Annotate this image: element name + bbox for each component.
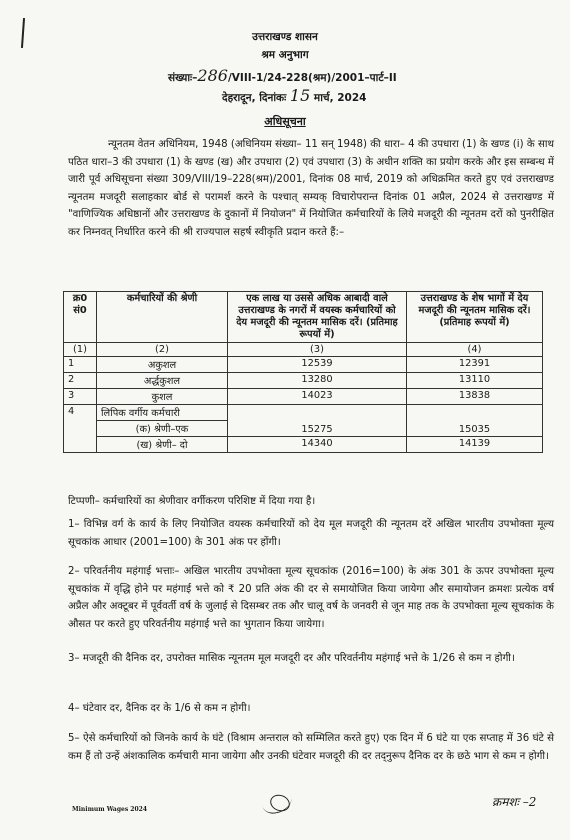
table-row	[64, 405, 543, 421]
row-category: अर्द्धकुशल	[97, 373, 228, 389]
row-urban-rate: 14340	[228, 437, 407, 453]
col-number: (3)	[228, 343, 407, 357]
row-subcategory: (क) श्रेणी–एक	[97, 421, 228, 437]
reference-handwritten-number: 286	[197, 66, 228, 85]
row-rest-rate: 13110	[407, 373, 543, 389]
header-category: कर्मचारियों की श्रेणी	[97, 292, 228, 343]
row-urban-rate: 12539	[228, 357, 407, 373]
col-number: (4)	[407, 343, 543, 357]
row-serial: 4	[64, 405, 97, 453]
row-urban-rate: 15275	[228, 405, 407, 437]
reference-suffix: /VIII-1/24-228(श्रम)/2001–पार्ट–II	[227, 72, 397, 84]
wage-table	[63, 291, 543, 453]
government-heading: उत्तराखण्ड शासन	[252, 31, 318, 43]
table-row	[64, 437, 543, 453]
place-date	[222, 86, 366, 105]
footer-label: Minimum Wages 2024	[72, 806, 147, 813]
table-row	[64, 357, 543, 373]
continued-note: क्रमशः –2	[492, 795, 537, 809]
table-row	[64, 389, 543, 405]
col-number: (2)	[97, 343, 228, 357]
row-rest-rate: 14139	[407, 437, 543, 453]
row-rest-rate: 12391	[407, 357, 543, 373]
table-header-row	[64, 292, 543, 343]
header-rest-rate: उत्तराखण्ड के शेष भागों में देय मजदूरी की न्यूनतम मासिक दरें। (प्रतिमाह रूपयों में)	[407, 292, 543, 343]
table-note: टिप्पणी– कर्मचारियों का श्रेणीवार वर्गीकरण परिशिष्ट में दिया गया है।	[68, 496, 316, 507]
row-rest-rate: 13838	[407, 389, 543, 405]
row-category: लिपिक वर्गीय कर्मचारी	[97, 405, 228, 421]
row-serial: 2	[64, 373, 97, 389]
row-category: अकुशल	[97, 357, 228, 373]
row-serial: 1	[64, 357, 97, 373]
department-heading: श्रम अनुभाग	[261, 49, 309, 61]
col-number: (1)	[64, 343, 97, 357]
place-date-prefix: देहरादून, दिनांकः	[222, 92, 287, 104]
intro-paragraph: न्यूनतम वेतन अधिनियम, 1948 (अधिनियम संख्या– 11 सन् 1948) की धारा– 4 की उपधारा (1) के खण्ड (i) के साथ पठित धारा–3 की उपधारा (1) के खण्ड (ख) और उपधारा (2) एवं उपधारा (3) के अधीन शक्ति का प्रयोग करके और इस सम्बन्ध में जारी पूर्व अधिसूचना संख्या 309/VIII/19–228(श्रम)/2001, दिनांक 08 मार्च, 2019 को अधिक्रमित करते हुए एवं उत्तराखण्ड न्यूनतम मजदूरी सलाहकार बोर्ड से परामर्श करने के पश्चात् सम्यक् विचारोपरान्त दिनांक 01 अप्रैल, 2024 से उत्तराखण्ड में "वाणिज्यिक अधिष्ठानों और उत्तराखण्ड के दुकानों में नियोजन" में नियोजित कर्मचारियों के लिये मजदूरी की न्यूनतम दरों को पुनरीक्षित कर निम्नवत् निर्धारित करने की श्री राज्यपाल सहर्ष स्वीकृति प्रदान करते हैं:–	[68, 139, 554, 238]
row-category: कुशल	[97, 389, 228, 405]
place-date-suffix: मार्च, 2024	[313, 92, 367, 104]
row-urban-rate: 13280	[228, 373, 407, 389]
row-serial: 3	[64, 389, 97, 405]
header-serial: क्र0 सं0	[64, 292, 97, 343]
notification-title: अधिसूचना	[264, 115, 306, 128]
table-row	[64, 373, 543, 389]
row-rest-rate: 15035	[407, 405, 543, 437]
header-urban-rate: एक लाख या उससे अधिक आबादी वाले उत्तराखण्ड के नगरों में वयस्क कर्मचारियों को देय मजदूरी की न्यूनतम मासिक दरें। (प्रतिमाह रूपयों में)	[228, 292, 407, 343]
row-subcategory: (ख) श्रेणी– दो	[97, 437, 228, 453]
table-number-row	[64, 343, 543, 357]
point-3: 3– मजदूरी की दैनिक दर, उपरोक्त मासिक न्यूनतम मूल मजदूरी दर और परिवर्तनीय महंगाई भत्ते के 1/26 से कम न होगी।	[68, 653, 515, 664]
reference-number	[168, 66, 397, 85]
reference-prefix: संख्याः–	[168, 72, 198, 84]
point-2: 2– परिवर्तनीय महंगाई भत्ताः– अखिल भारतीय उपभोक्ता मूल्य सूचकांक (2016=100) के अंक 301 के ऊपर उपभोक्ता मूल्य सूचकांक में वृद्धि होने पर महंगाई भत्ते को ₹ 20 प्रति अंक की दर से समायोजित किया जायेगा और समायोजन क्रमशः प्रत्येक वर्ष अप्रैल और अक्टूबर में पूर्ववर्ती वर्ष के जुलाई से दिसम्बर तक और चालू वर्ष के जनवरी से जून माह तक के उपभोक्ता मूल्य सूचकांक के औसत पर करते हुए परिवर्तनीय महंगाई भत्ते का भुगतान किया जायेगा।	[68, 566, 554, 630]
date-handwritten-day: 15	[289, 86, 311, 105]
point-4: 4– घंटेवार दर, दैनिक दर के 1/6 से कम न होगी।	[68, 703, 251, 714]
point-5: 5– ऐसे कर्मचारियों को जिनके कार्य के घंटे (विश्राम अन्तराल को सम्मिलित करते हुए) एक दिन में 6 घंटे या एक सप्ताह में 36 घंटे से कम हैं तो उन्हें अंशकालिक कर्मचारी माना जायेगा और उनकी घंटेवार मजदूरी की दर तद्नुरूप दैनिक दर के छठे भाग से कम न होगी।	[68, 733, 554, 762]
row-urban-rate: 14023	[228, 389, 407, 405]
point-1: 1– विभिन्न वर्ग के कार्य के लिए नियोजित वयस्क कर्मचारियों को देय मूल मजदूरी की न्यूनतम दरें अखिल भारतीय उपभोक्ता मूल्य सूचकांक आधार (2001=100) के 301 अंक पर होंगी।	[68, 519, 554, 548]
